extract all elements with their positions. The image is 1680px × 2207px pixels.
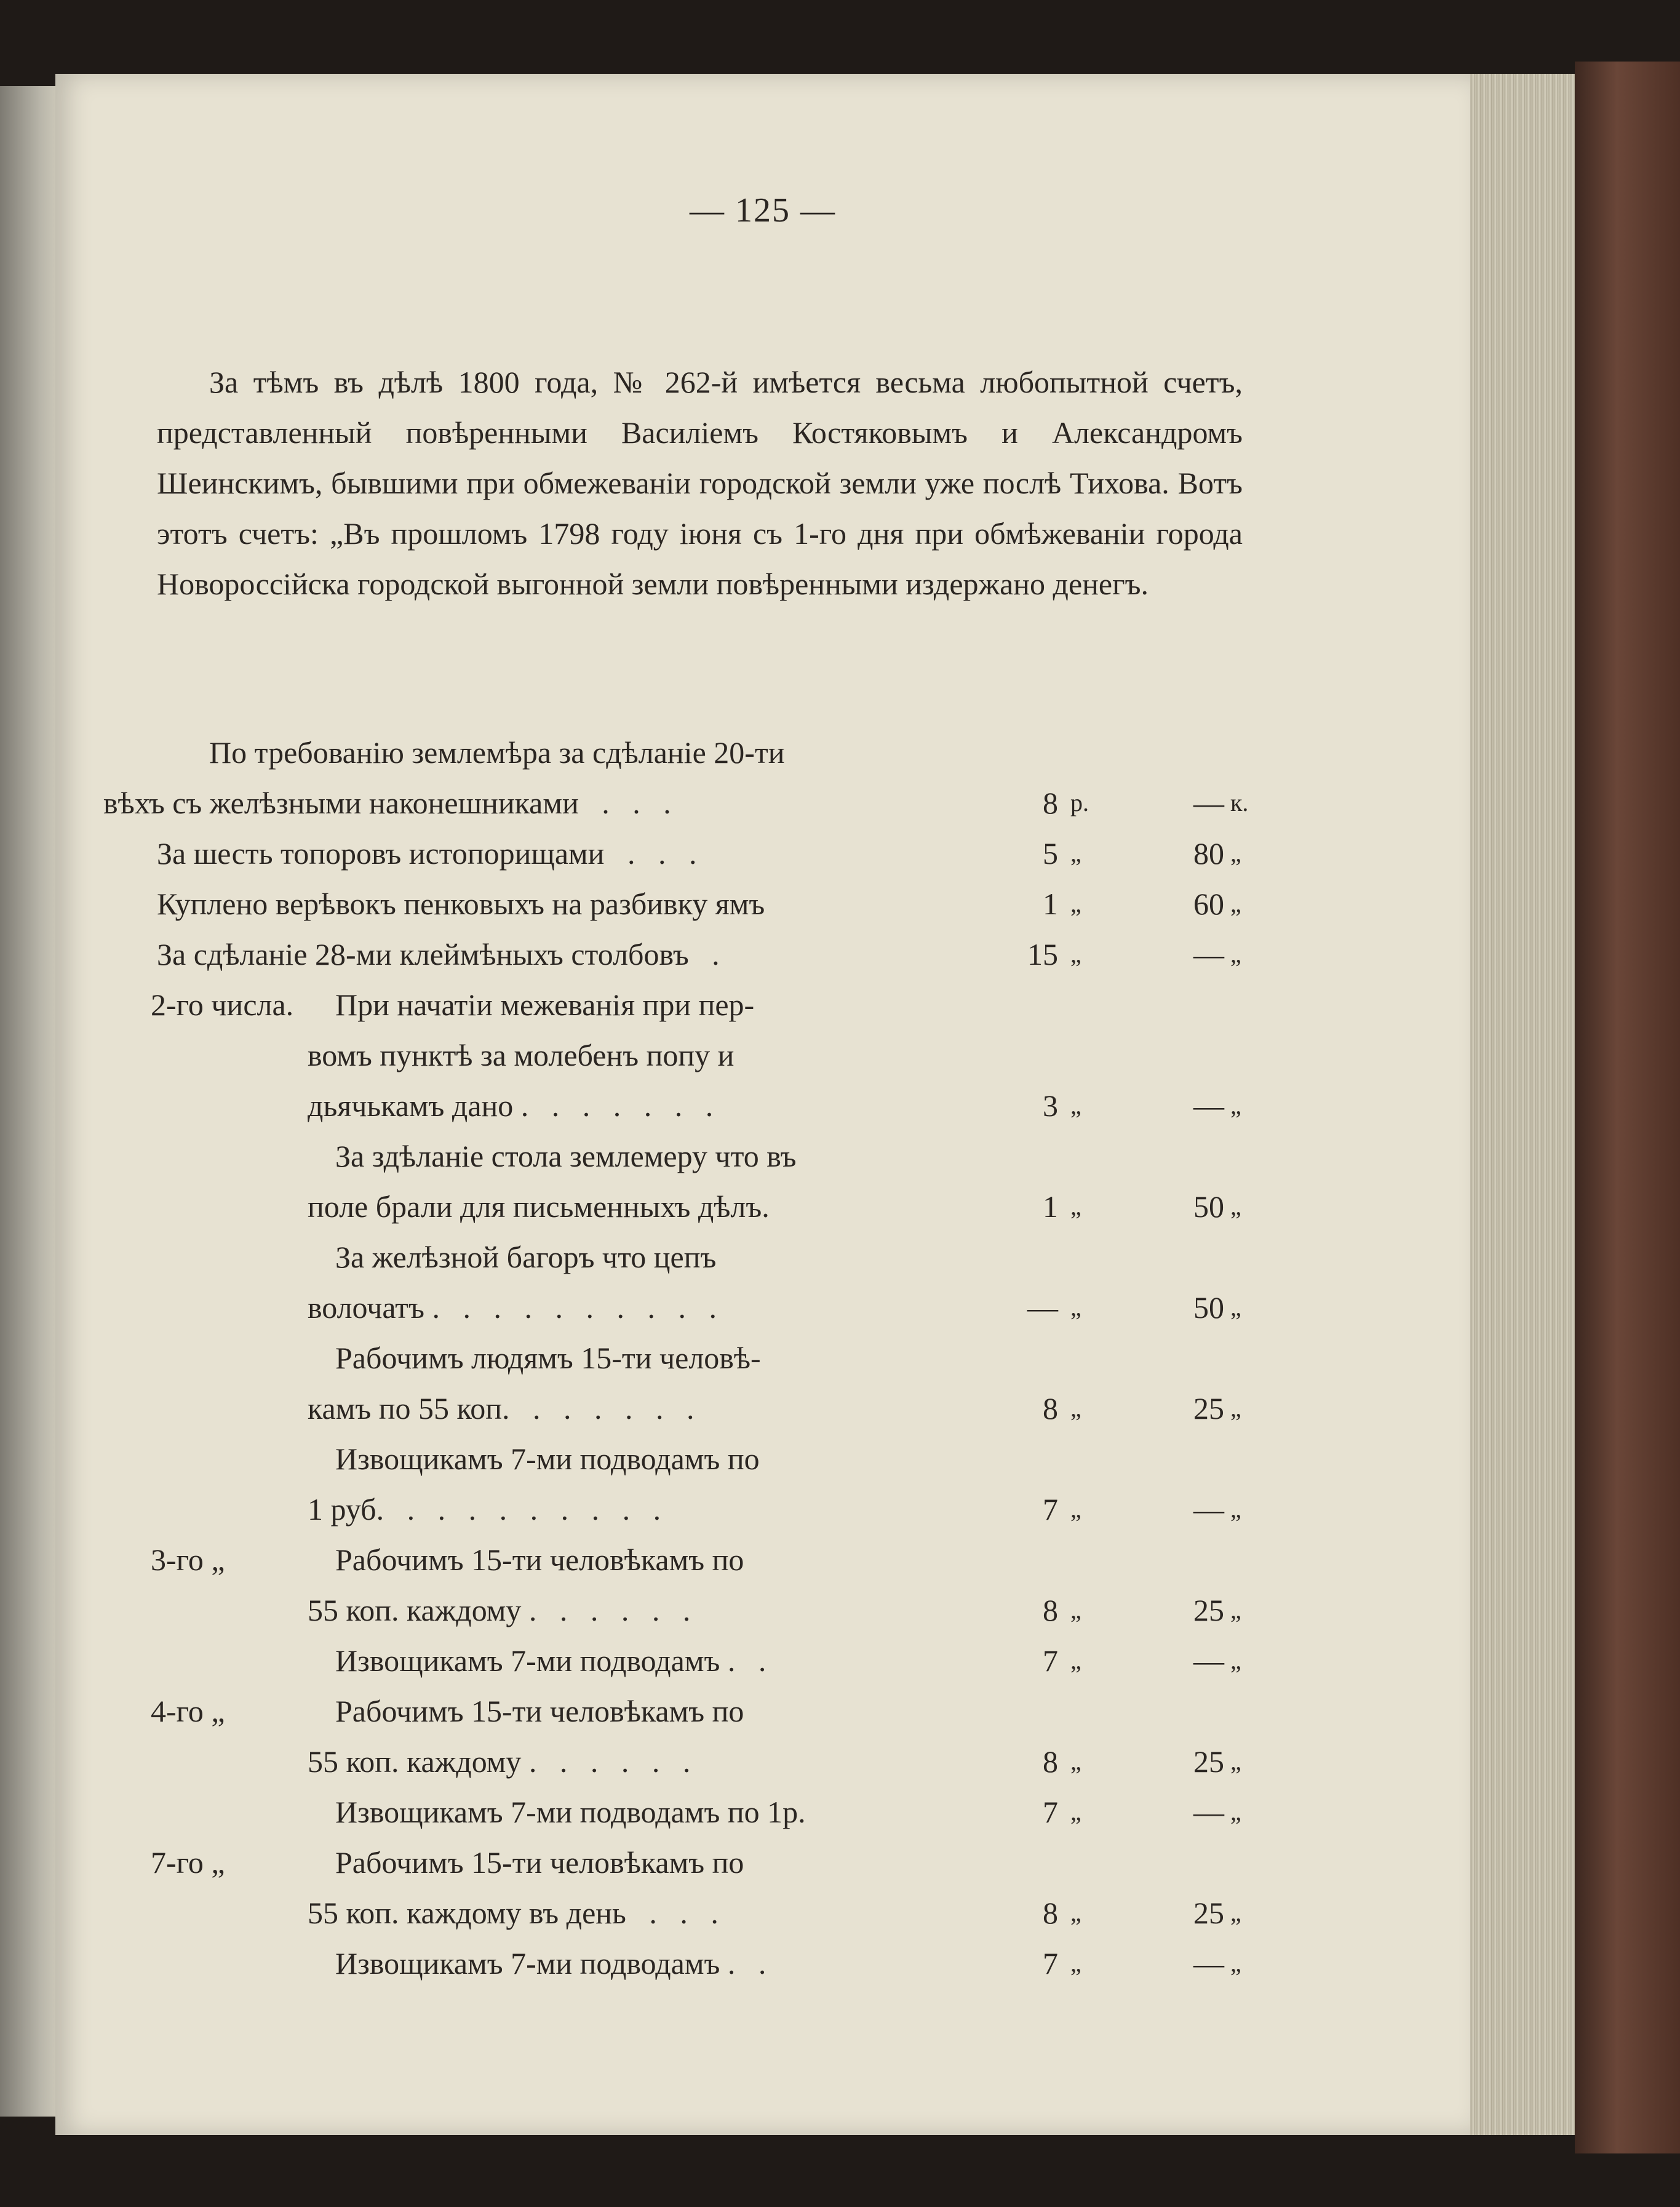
row-rubles: 8: [1043, 786, 1058, 820]
expense-row: [55, 1635, 1470, 1686]
row-rubles: 7: [1043, 1795, 1058, 1829]
expense-row: [55, 828, 1470, 879]
row-rubles-unit: „: [1070, 940, 1081, 968]
row-description: вѣхъ съ желѣзными наконешниками . . .: [103, 786, 671, 820]
row-rubles-unit: „: [1070, 1092, 1081, 1119]
row-rubles-unit: „: [1070, 1747, 1081, 1775]
right-book-cover: [1575, 62, 1680, 2153]
expense-row: [55, 980, 1470, 1030]
row-rubles: 7: [1043, 1492, 1058, 1527]
row-rubles-unit: „: [1070, 1293, 1081, 1321]
expense-row: [55, 1232, 1470, 1282]
expense-row: [55, 1787, 1470, 1837]
row-rubles-unit: „: [1070, 1192, 1081, 1220]
row-date: 4-го „: [151, 1694, 225, 1728]
row-kopecks: —: [1193, 1946, 1224, 1981]
row-kopecks-unit: „: [1230, 1798, 1241, 1826]
row-rubles: 5: [1043, 836, 1058, 871]
expense-row: [55, 1282, 1470, 1333]
expense-row: [55, 879, 1470, 929]
row-kopecks-unit: „: [1230, 1646, 1241, 1674]
row-kopecks-unit: „: [1230, 940, 1241, 968]
row-description: При начатіи межеванія при пер-: [335, 988, 755, 1022]
page-edges: [1464, 74, 1575, 2135]
row-rubles-unit: „: [1070, 1646, 1081, 1674]
row-rubles: 1: [1043, 887, 1058, 921]
row-kopecks: 60: [1193, 887, 1224, 921]
row-description: Извощикамъ 7-ми подводамъ по: [335, 1442, 760, 1476]
row-rubles: 8: [1043, 1391, 1058, 1426]
row-kopecks: 50: [1193, 1189, 1224, 1224]
row-kopecks-unit: „: [1230, 839, 1241, 867]
expense-row: [55, 1686, 1470, 1736]
row-kopecks: —: [1193, 1088, 1224, 1123]
row-description: Извощикамъ 7-ми подводамъ по 1р.: [335, 1795, 806, 1829]
row-description: За сдѣланіе 28-ми клеймѣныхъ столбовъ .: [157, 937, 720, 972]
row-kopecks: —: [1193, 1795, 1224, 1829]
row-date: 2-го числа.: [151, 988, 294, 1022]
row-rubles-unit: „: [1070, 1495, 1081, 1523]
expense-row: [55, 1333, 1470, 1383]
row-rubles-unit: „: [1070, 839, 1081, 867]
expense-row: [55, 778, 1470, 828]
row-kopecks-unit: „: [1230, 1092, 1241, 1119]
row-rubles-unit: р.: [1070, 789, 1089, 816]
row-kopecks-unit: „: [1230, 1949, 1241, 1977]
row-description: Рабочимъ 15-ти человѣкамъ по: [335, 1694, 744, 1728]
row-description: Рабочимъ 15-ти человѣкамъ по: [335, 1543, 744, 1577]
row-description: камъ по 55 коп. . . . . . .: [308, 1391, 695, 1426]
row-kopecks: 25: [1193, 1391, 1224, 1426]
paragraph-text: За тѣмъ въ дѣлѣ 1800 года, № 262-й имѣется весьма любопытной счетъ, представленный повѣренными Василіемъ Костяковымъ и Александромъ Шеинскимъ, бывшими при обмежеваніи городской земли уже послѣ Тихова. Вотъ этотъ счетъ: „Въ прошломъ 1798 году іюня съ 1-го дня при обмѣжеваніи города Новороссійска городской выгонной земли повѣренными издержано денегъ.: [157, 365, 1243, 601]
row-kopecks: —: [1193, 937, 1224, 972]
row-description: Извощикамъ 7-ми подводамъ . .: [335, 1643, 766, 1678]
row-description: вомъ пунктѣ за молебенъ попу и: [308, 1038, 735, 1072]
row-rubles: 1: [1043, 1189, 1058, 1224]
row-rubles: 8: [1043, 1744, 1058, 1779]
row-kopecks: 25: [1193, 1896, 1224, 1930]
row-kopecks: —: [1193, 1492, 1224, 1527]
row-description: 1 руб. . . . . . . . . .: [308, 1492, 661, 1527]
row-kopecks-unit: „: [1230, 1495, 1241, 1523]
row-date: 7-го „: [151, 1845, 225, 1880]
expense-row: [55, 1131, 1470, 1181]
row-description: Рабочимъ 15-ти человѣкамъ по: [335, 1845, 744, 1880]
row-kopecks-unit: „: [1230, 1596, 1241, 1624]
row-date: 3-го „: [151, 1543, 225, 1577]
row-kopecks: 25: [1193, 1744, 1224, 1779]
row-description: волочатъ . . . . . . . . . .: [308, 1290, 717, 1325]
row-kopecks-unit: „: [1230, 1747, 1241, 1775]
expense-row: [55, 1535, 1470, 1585]
row-rubles: 7: [1043, 1946, 1058, 1981]
book-page: [55, 74, 1470, 2135]
row-rubles-unit: „: [1070, 1798, 1081, 1826]
expense-row: [55, 1484, 1470, 1535]
row-rubles-unit: „: [1070, 1596, 1081, 1624]
expense-row: [55, 1434, 1470, 1484]
row-rubles: 15: [1027, 937, 1058, 972]
row-description: 55 коп. каждому въ день . . .: [308, 1896, 719, 1930]
expense-row: [55, 1030, 1470, 1080]
row-description: поле брали для письменныхъ дѣлъ.: [308, 1189, 770, 1224]
row-description: 55 коп. каждому . . . . . .: [308, 1744, 691, 1779]
row-description: За здѣланіе стола землемеру что въ: [335, 1139, 797, 1173]
row-kopecks: 25: [1193, 1593, 1224, 1627]
row-kopecks-unit: „: [1230, 1293, 1241, 1321]
body-paragraph: [157, 357, 1243, 609]
row-kopecks: 80: [1193, 836, 1224, 871]
row-rubles: —: [1027, 1290, 1058, 1325]
row-description: 55 коп. каждому . . . . . .: [308, 1593, 691, 1627]
row-description: Извощикамъ 7-ми подводамъ . .: [335, 1946, 766, 1981]
row-description: Куплено верѣвокъ пенковыхъ на разбивку ямъ: [157, 887, 765, 921]
row-rubles: 3: [1043, 1088, 1058, 1123]
list-intro-line: По требованію землемѣра за сдѣланіе 20-ти: [209, 735, 785, 770]
row-description: дьячькамъ дано . . . . . . .: [308, 1088, 714, 1123]
row-rubles-unit: „: [1070, 1394, 1081, 1422]
row-kopecks-unit: „: [1230, 890, 1241, 917]
row-rubles: 8: [1043, 1593, 1058, 1627]
expense-row: [55, 1736, 1470, 1787]
row-description: За шесть топоровъ истопорищами . . .: [157, 836, 697, 871]
row-rubles: 7: [1043, 1643, 1058, 1678]
row-rubles-unit: „: [1070, 1899, 1081, 1926]
row-description: Рабочимъ людямъ 15-ти человѣ-: [335, 1341, 761, 1375]
row-rubles-unit: „: [1070, 1949, 1081, 1977]
row-description: За желѣзной багоръ что цепъ: [335, 1240, 717, 1274]
row-kopecks-unit: „: [1230, 1899, 1241, 1926]
expense-row: [55, 1888, 1470, 1938]
row-kopecks-unit: к.: [1230, 789, 1249, 816]
row-kopecks: 50: [1193, 1290, 1224, 1325]
row-kopecks-unit: „: [1230, 1192, 1241, 1220]
page-header: — 125 —: [690, 191, 836, 229]
expense-row: [55, 1837, 1470, 1888]
row-kopecks-unit: „: [1230, 1394, 1241, 1422]
expense-row: [55, 1585, 1470, 1635]
expense-row: [55, 929, 1470, 980]
row-kopecks: —: [1193, 1643, 1224, 1678]
row-rubles-unit: „: [1070, 890, 1081, 917]
row-kopecks: —: [1193, 786, 1224, 820]
expense-row: [55, 1181, 1470, 1232]
expense-row: [55, 1080, 1470, 1131]
expense-row: [55, 1383, 1470, 1434]
expense-row: [55, 1938, 1470, 1989]
row-rubles: 8: [1043, 1896, 1058, 1930]
